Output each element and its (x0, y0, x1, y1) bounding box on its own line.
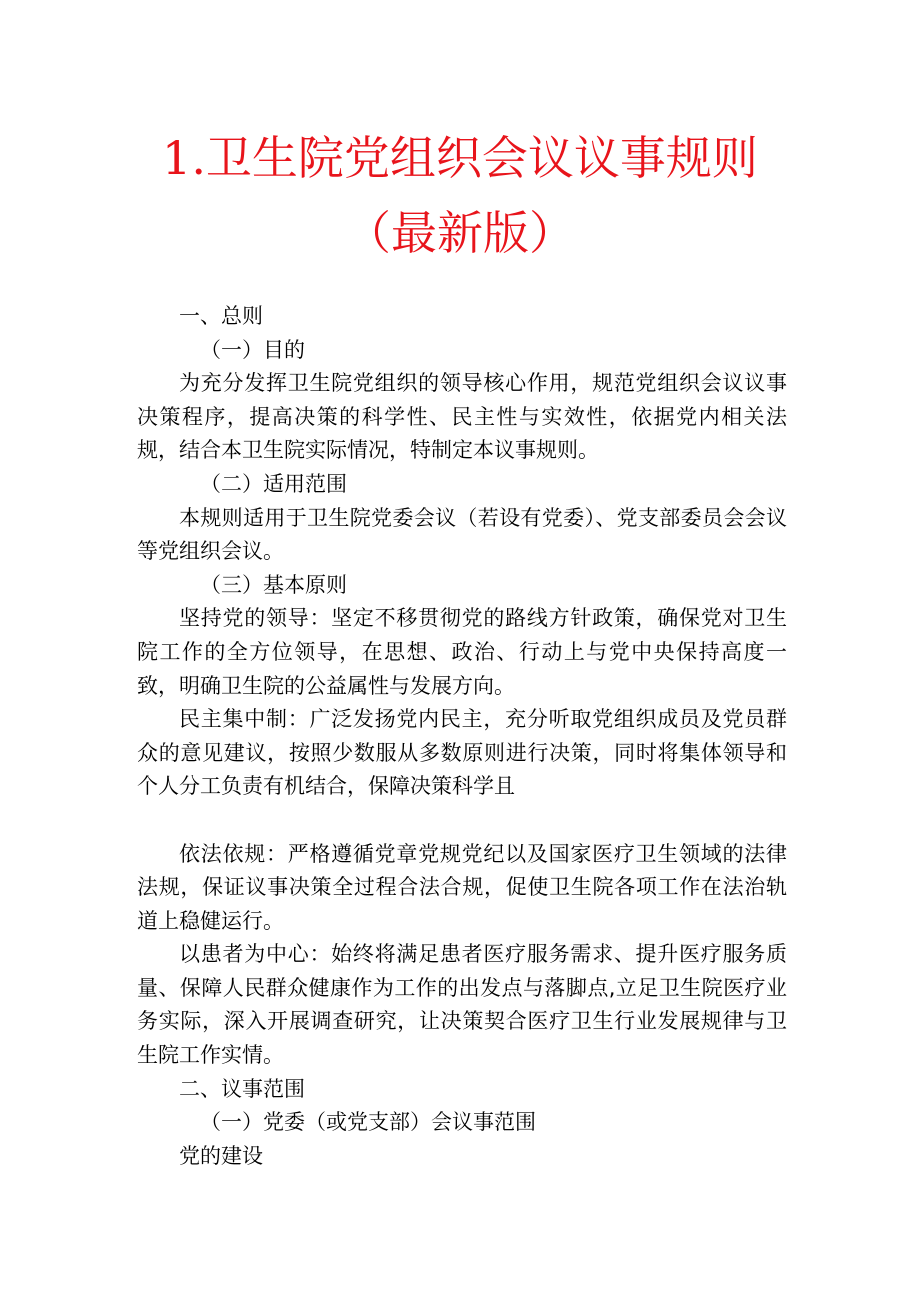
paragraph: 坚持党的领导：坚定不移贯彻党的路线方针政策，确保党对卫生院工作的全方位领导，在思想、政治、行动上与党中央保持高度一致，明确卫生院的公益属性与发展方向。 (137, 606, 787, 698)
document-title-line2: （最新版） (345, 206, 575, 260)
paragraph: 民主集中制：广泛发扬党内民主，充分听取党组织成员及党员群众的意见建议，按照少数服从多数原则进行决策，同时将集体领导和个人分工负责有机结合，保障决策科学且 (137, 707, 787, 799)
document-body (137, 300, 787, 1173)
paragraph: 为充分发挥卫生院党组织的领导核心作用，规范党组织会议议事决策程序，提高决策的科学性、民主性与实效性，依据党内相关法规，结合本卫生院实际情况，特制定本议事规则。 (137, 371, 787, 463)
section-heading: 一、总则 (179, 304, 263, 328)
paragraph: 党的建设 (179, 1143, 263, 1168)
paragraph: 以患者为中心：始终将满足患者医疗服务需求、提升医疗服务质量、保障人民群众健康作为工作的出发点与落脚点,立足卫生院医疗业务实际，深入开展调查研究，让决策契合医疗卫生行业发展规律与卫生院工作实情。 (137, 942, 787, 1068)
document-title-line1: 1.卫生院党组织会议议事规则 (162, 131, 758, 185)
subsection-heading: （三）基本原则 (200, 572, 347, 597)
subsection-heading: （一）目的 (200, 337, 305, 362)
subsection-heading: （二）适用范围 (200, 471, 347, 496)
section-heading: 二、议事范围 (179, 1076, 305, 1101)
paragraph: 本规则适用于卫生院党委会议（若设有党委）、党支部委员会会议等党组织会议。 (137, 505, 787, 564)
subsection-heading: （一）党委（或党支部）会议事范围 (200, 1110, 536, 1135)
paragraph: 依法依规：严格遵循党章党规党纪以及国家医疗卫生领域的法律法规，保证议事决策全过程合法合规，促使卫生院各项工作在法治轨道上稳健运行。 (137, 841, 787, 933)
blank-line (137, 804, 787, 838)
